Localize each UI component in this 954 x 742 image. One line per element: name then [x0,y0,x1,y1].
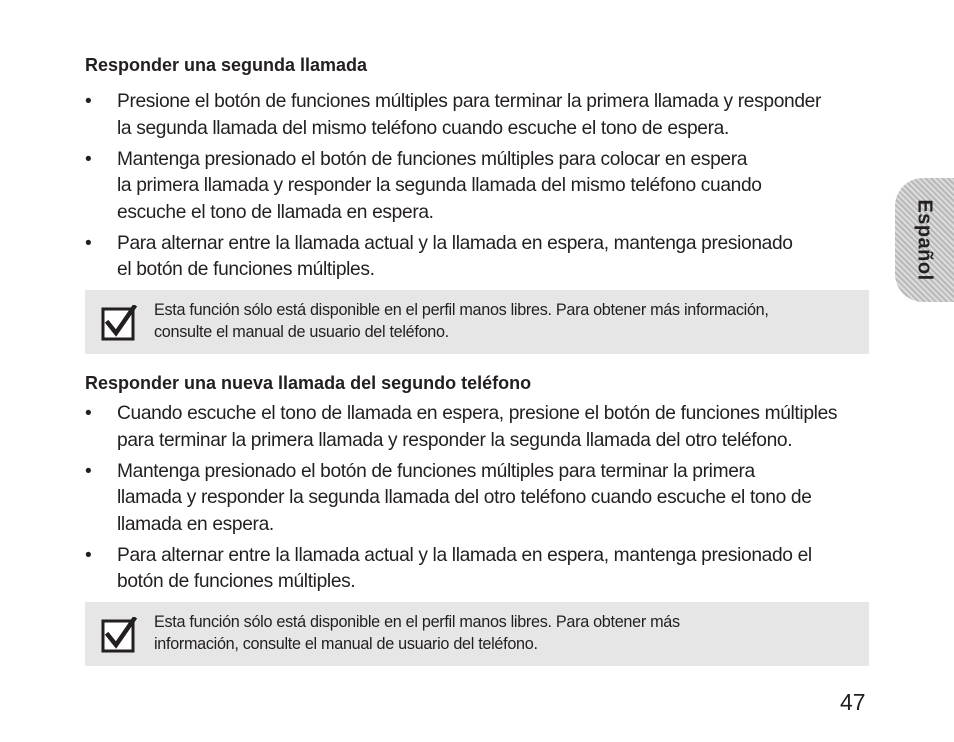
bullet-icon: • [85,403,92,424]
list-item-line: para terminar la primera llamada y responder la segunda llamada del otro teléfono. [117,429,793,451]
list-item [85,147,875,227]
list-item-line: llamada en espera. [117,513,274,535]
list-item-line: Para alternar entre la llamada actual y la llamada en espera, mantenga presionado el [117,544,812,566]
bullet-icon: • [85,232,92,254]
list-item [85,89,875,142]
checkbox-check-icon [101,617,137,653]
list-item-line: la primera llamada y responder la segunda llamada del mismo teléfono cuando [117,175,762,196]
note-line: información, consulte el manual de usuario del teléfono. [154,635,538,653]
list-item-line: Mantenga presionado el botón de funciones múltiples para terminar la primera [117,460,755,482]
list-item-line: el botón de funciones múltiples. [117,259,375,280]
list-item-line: Presione el botón de funciones múltiples para terminar la primera llamada y responder [117,91,822,112]
note-text [154,611,680,655]
bullet-list-second-call [85,89,875,288]
list-item-line: botón de funciones múltiples. [117,571,356,592]
list-item-line: escuche el tono de llamada en espera. [117,201,434,223]
language-tab-label: Español [913,199,936,281]
list-item [85,231,875,284]
bullet-icon: • [85,460,92,482]
note-box [85,290,869,354]
language-side-tab [895,178,954,302]
bullet-list-second-phone [85,401,875,600]
list-item-line: llamada y responder la segunda llamada del otro teléfono cuando escuche el tono de [117,487,812,508]
list-item-line: la segunda llamada del mismo teléfono cuando escuche el tono de espera. [117,117,729,139]
list-item [85,401,875,454]
list-item [85,459,875,539]
list-item-line: Mantenga presionado el botón de funciones múltiples para colocar en espera [117,148,748,170]
bullet-icon: • [85,544,92,566]
page-number: 47 [840,689,866,715]
list-item-line: Para alternar entre la llamada actual y la llamada en espera, mantenga presionado [117,232,793,254]
checkbox-check-icon [101,305,137,341]
section-heading-second-phone: Responder una nueva llamada del segundo teléfono [85,373,532,393]
section-heading-second-call: Responder una segunda llamada [85,55,368,75]
note-line: consulte el manual de usuario del teléfono. [154,323,449,341]
note-line: Esta función sólo está disponible en el perfil manos libres. Para obtener más información, [154,301,769,319]
bullet-icon: • [85,91,92,112]
note-line: Esta función sólo está disponible en el perfil manos libres. Para obtener más [154,613,680,631]
note-box [85,602,869,666]
list-item-line: Cuando escuche el tono de llamada en espera, presione el botón de funciones múltiples [117,403,838,424]
list-item [85,543,875,596]
note-text [154,299,769,343]
bullet-icon: • [85,148,92,170]
